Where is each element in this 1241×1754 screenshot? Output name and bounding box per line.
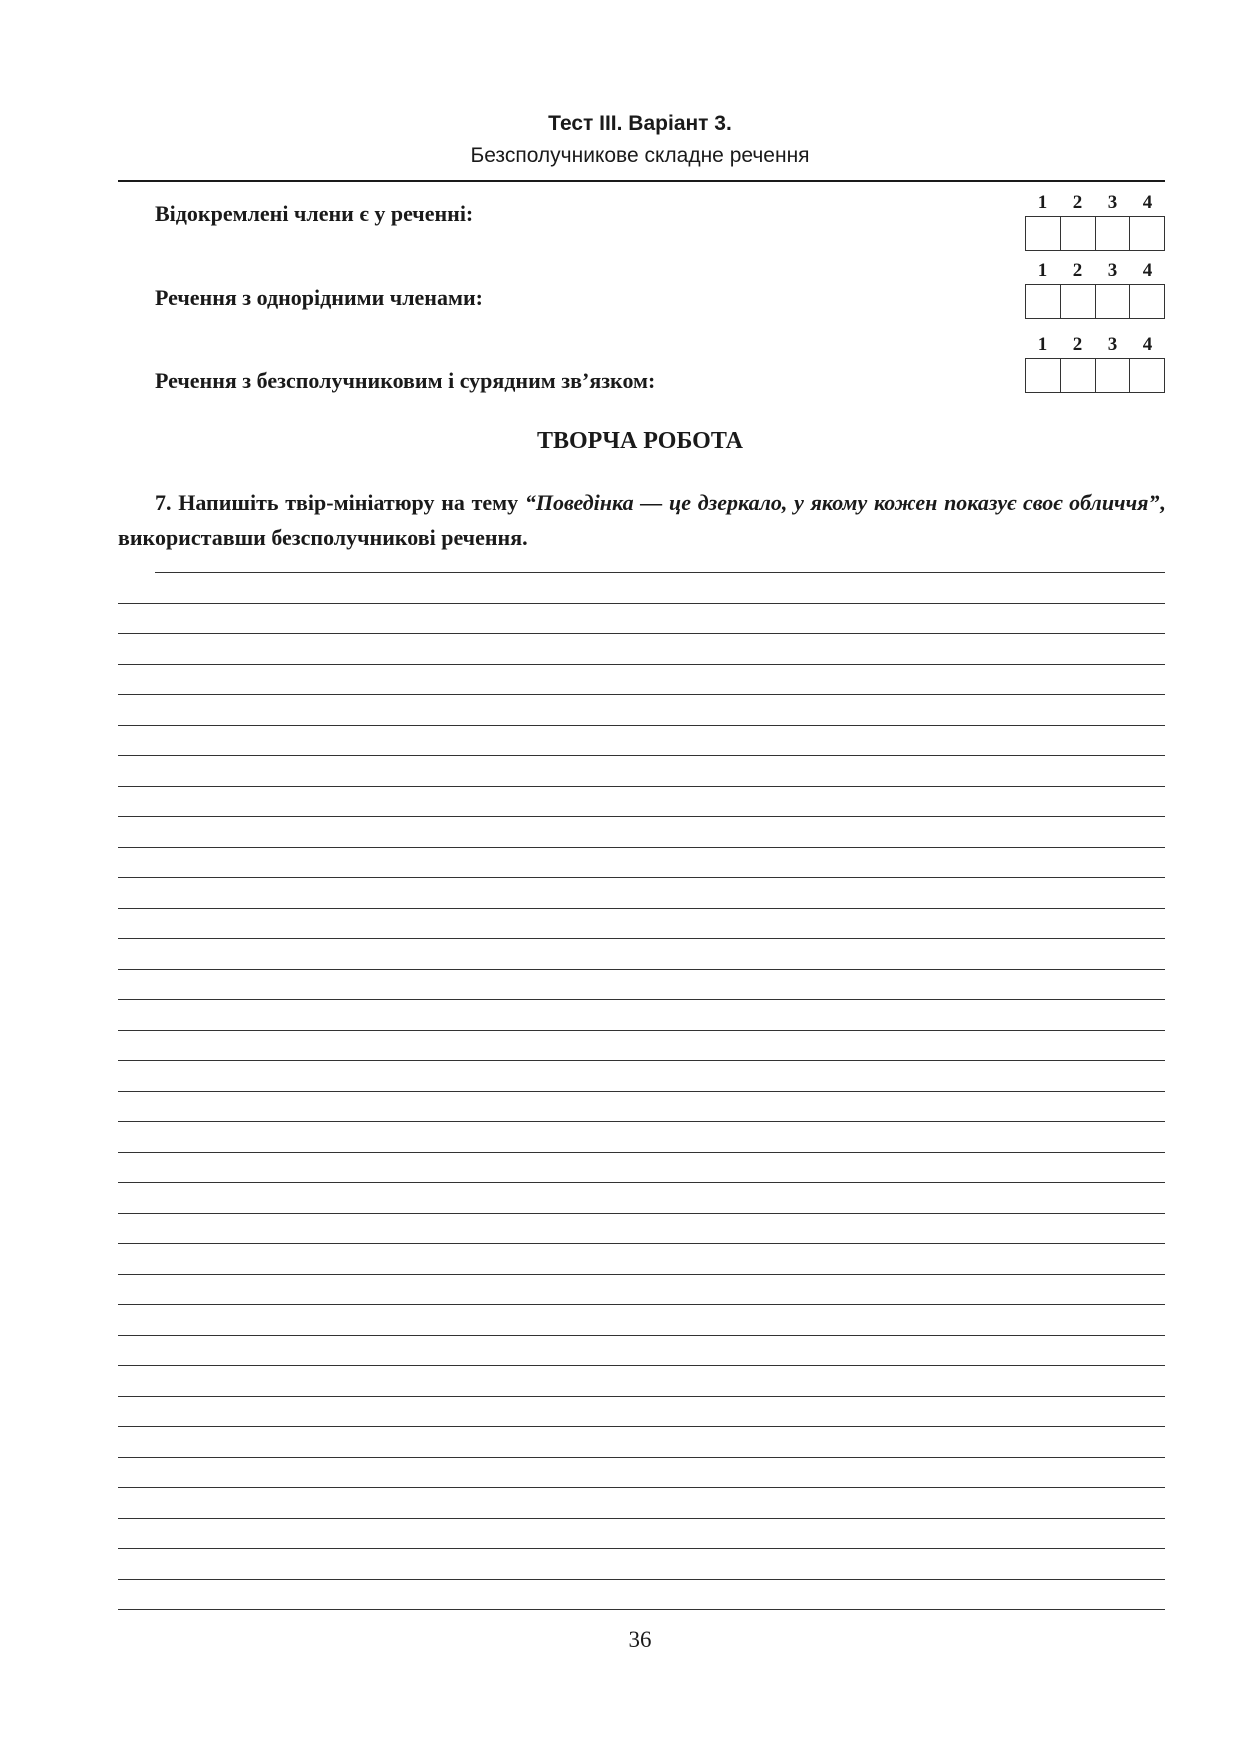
writing-line[interactable] <box>118 664 1165 695</box>
answer-box-3[interactable] <box>1095 284 1131 319</box>
writing-line[interactable] <box>118 1335 1165 1366</box>
writing-line[interactable] <box>155 572 1165 603</box>
answer-box-3[interactable] <box>1095 358 1131 393</box>
writing-line[interactable] <box>118 1579 1165 1610</box>
writing-line[interactable] <box>118 816 1165 847</box>
answer-box-1[interactable] <box>1025 284 1061 319</box>
writing-line[interactable] <box>118 755 1165 786</box>
answer-box-2[interactable] <box>1060 284 1096 319</box>
answer-option-label: 4 <box>1142 260 1153 281</box>
writing-line[interactable] <box>118 1243 1165 1274</box>
writing-line[interactable] <box>118 1213 1165 1244</box>
answer-box-3[interactable] <box>1095 216 1131 251</box>
answer-option-label: 2 <box>1072 260 1083 281</box>
answer-box-2[interactable] <box>1060 358 1096 393</box>
writing-line[interactable] <box>118 1396 1165 1427</box>
writing-area[interactable] <box>118 572 1165 1640</box>
answer-box-4[interactable] <box>1129 358 1165 393</box>
test-subtitle: Безсполучникове складне речення <box>470 144 810 167</box>
writing-line[interactable] <box>118 1091 1165 1122</box>
answer-grid-3 <box>1025 334 1165 393</box>
question-3-text: Речення з безсполучниковим і сурядним зв’язком: <box>155 368 656 393</box>
writing-line[interactable] <box>118 969 1165 1000</box>
answer-option-label: 1 <box>1037 334 1048 355</box>
task-7-prompt <box>118 485 1165 555</box>
answer-grid-2 <box>1025 260 1165 319</box>
writing-line[interactable] <box>118 694 1165 725</box>
question-1-text: Відокремлені члени є у реченні: <box>155 201 474 226</box>
writing-line[interactable] <box>118 1274 1165 1305</box>
writing-line[interactable] <box>118 1060 1165 1091</box>
writing-line[interactable] <box>118 1304 1165 1335</box>
answer-option-label: 1 <box>1037 192 1048 213</box>
writing-line[interactable] <box>118 1457 1165 1488</box>
answer-option-label: 3 <box>1107 260 1118 281</box>
task-suffix: , використавши безсполучникові речення. <box>118 490 1165 550</box>
writing-line[interactable] <box>118 1426 1165 1457</box>
writing-line[interactable] <box>118 1121 1165 1152</box>
writing-line[interactable] <box>118 877 1165 908</box>
task-topic: “Поведінка — це дзеркало, у якому кожен показує своє обличчя” <box>524 490 1160 515</box>
writing-line[interactable] <box>118 1365 1165 1396</box>
answer-option-label: 3 <box>1107 334 1118 355</box>
question-2-text: Речення з однорідними членами: <box>155 285 483 310</box>
answer-option-label: 4 <box>1142 334 1153 355</box>
writing-line[interactable] <box>118 786 1165 817</box>
writing-line[interactable] <box>118 633 1165 664</box>
writing-line[interactable] <box>118 603 1165 634</box>
answer-box-4[interactable] <box>1129 216 1165 251</box>
answer-box-4[interactable] <box>1129 284 1165 319</box>
header-divider <box>118 180 1165 182</box>
answer-box-2[interactable] <box>1060 216 1096 251</box>
writing-line[interactable] <box>118 1518 1165 1549</box>
writing-line[interactable] <box>118 1548 1165 1579</box>
answer-option-label: 3 <box>1107 192 1118 213</box>
writing-line[interactable] <box>118 1152 1165 1183</box>
writing-line[interactable] <box>118 847 1165 878</box>
answer-option-label: 1 <box>1037 260 1048 281</box>
answer-option-label: 4 <box>1142 192 1153 213</box>
page-number: 36 <box>628 1627 652 1652</box>
answer-option-label: 2 <box>1072 192 1083 213</box>
answer-option-label: 2 <box>1072 334 1083 355</box>
writing-line[interactable] <box>118 1030 1165 1061</box>
answer-box-1[interactable] <box>1025 358 1061 393</box>
writing-line[interactable] <box>118 725 1165 756</box>
answer-box-1[interactable] <box>1025 216 1061 251</box>
writing-line[interactable] <box>118 1182 1165 1213</box>
section-heading: ТВОРЧА РОБОТА <box>537 428 743 454</box>
writing-line[interactable] <box>118 1487 1165 1518</box>
task-prefix: 7. Напишіть твір-мініатюру на тему <box>155 490 525 515</box>
test-title: Тест ІІІ. Варіант 3. <box>548 112 732 135</box>
writing-line[interactable] <box>118 999 1165 1030</box>
writing-line[interactable] <box>118 938 1165 969</box>
answer-grid-1 <box>1025 192 1165 251</box>
writing-line[interactable] <box>118 908 1165 939</box>
